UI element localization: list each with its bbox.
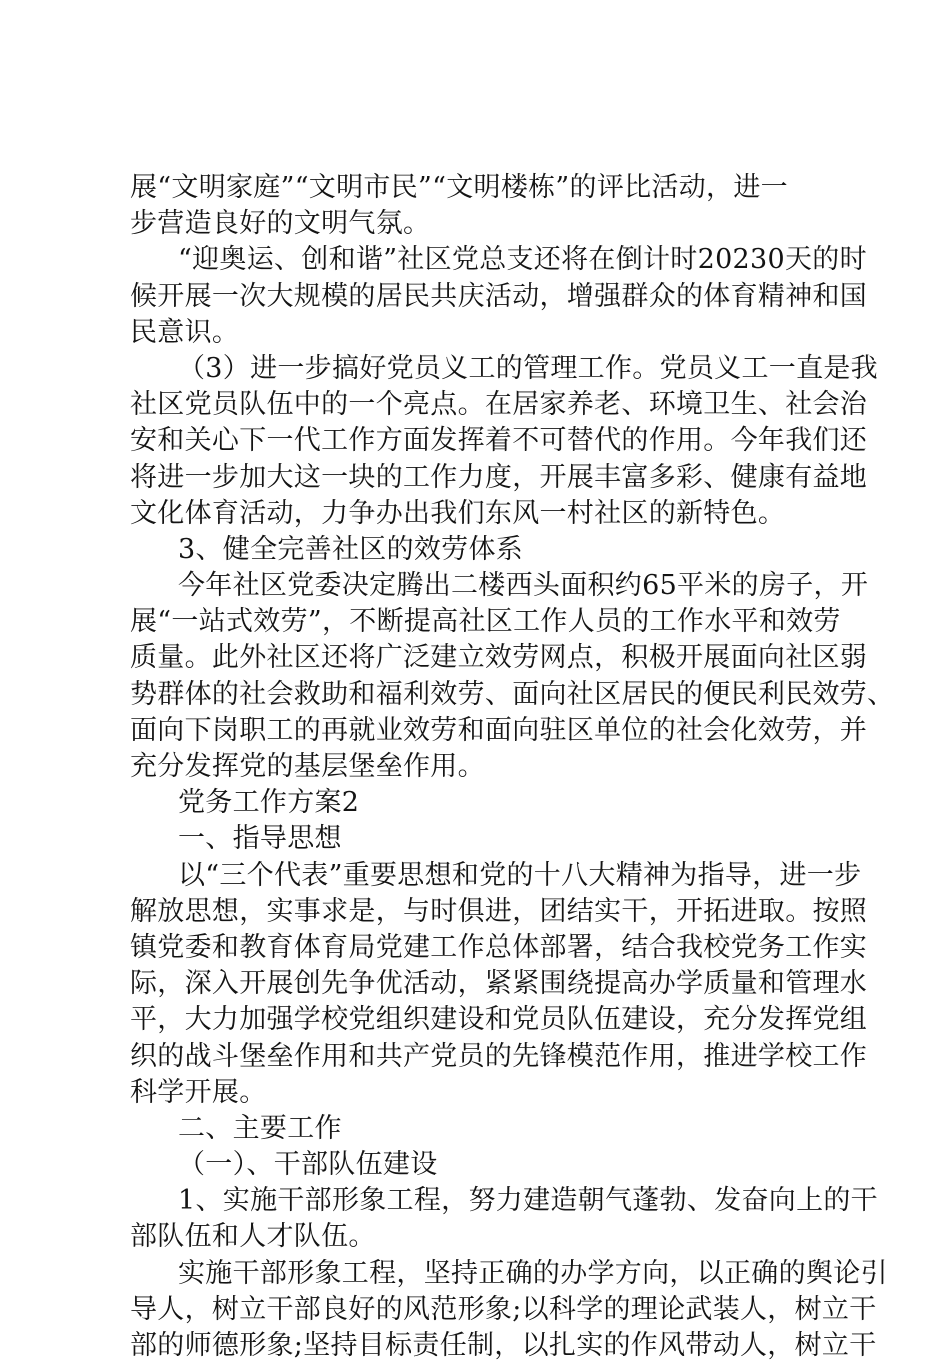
- text-line: 镇党委和教育体育局党建工作总体部署，结合我校党务工作实: [130, 931, 868, 963]
- text-line: 实施干部形象工程，坚持正确的办学方向，以正确的舆论引: [178, 1257, 888, 1289]
- text-line: 1、实施干部形象工程，努力建造朝气蓬勃、发奋向上的干: [178, 1185, 878, 1217]
- document-body: [130, 170, 895, 1364]
- text-line: 际，深入开展创先争优活动，紧紧围绕提高办学质量和管理水: [130, 968, 868, 1000]
- text-line: 部的师德形象;坚持目标责任制，以扎实的作风带动人，树立干: [130, 1330, 877, 1361]
- text-line: （一）、干部队伍建设: [178, 1149, 438, 1181]
- text-line: 展“一站式效劳”，不断提高社区工作人员的工作水平和效劳: [130, 606, 841, 638]
- text-line: 解放思想，实事求是，与时俱进，团结实干，开拓进取。按照: [130, 895, 868, 927]
- text-line: 质量。此外社区还将广泛建立效劳网点，积极开展面向社区弱: [130, 642, 868, 674]
- text-line: 二、主要工作: [178, 1112, 342, 1144]
- text-line: 部队伍和人才队伍。: [130, 1221, 376, 1253]
- text-line: 一、指导思想: [178, 823, 342, 855]
- text-line: 将进一步加大这一块的工作力度，开展丰富多彩、健康有益地: [130, 461, 868, 493]
- text-line: 社区党员队伍中的一个亮点。在居家养老、环境卫生、社会治: [130, 389, 868, 421]
- text-line: 以“三个代表”重要思想和党的十八大精神为指导，进一步: [178, 859, 862, 891]
- text-line: 平，大力加强学校党组织建设和党员队伍建设，充分发挥党组: [130, 1004, 868, 1036]
- text-line: 织的战斗堡垒作用和共产党员的先锋模范作用，推进学校工作: [130, 1040, 868, 1072]
- text-line: 势群体的社会救助和福利效劳、面向社区居民的便民利民效劳、: [130, 678, 895, 710]
- text-line: 安和关心下一代工作方面发挥着不可替代的作用。今年我们还: [130, 425, 868, 457]
- text-line: 科学开展。: [130, 1076, 267, 1108]
- text-line: 候开展一次大规模的居民共庆活动，增强群众的体育精神和国: [130, 280, 868, 312]
- text-line: 3、健全完善社区的效劳体系: [178, 533, 524, 565]
- text-line: 步营造良好的文明气氛。: [130, 208, 431, 240]
- text-line: “迎奥运、创和谐”社区党总支还将在倒计时20230天的时: [178, 244, 867, 276]
- text-line: 党务工作方案2: [178, 787, 360, 819]
- text-line: 民意识。: [130, 316, 240, 348]
- text-line: 面向下岗职工的再就业效劳和面向驻区单位的社会化效劳，并: [130, 714, 868, 746]
- text-line: 充分发挥党的基层堡垒作用。: [130, 751, 485, 782]
- text-line: 导人，树立干部良好的风范形象;以科学的理论武装人，树立干: [130, 1293, 877, 1325]
- text-line: （3）进一步搞好党员义工的管理工作。党员义工一直是我: [178, 352, 878, 384]
- text-line: 展“文明家庭”“文明市民”“文明楼栋”的评比活动，进一: [130, 172, 788, 203]
- text-line: 今年社区党委决定腾出二楼西头面积约65平米的房子，开: [178, 570, 869, 602]
- text-line: 文化体育活动，力争办出我们东风一村社区的新特色。: [130, 497, 786, 529]
